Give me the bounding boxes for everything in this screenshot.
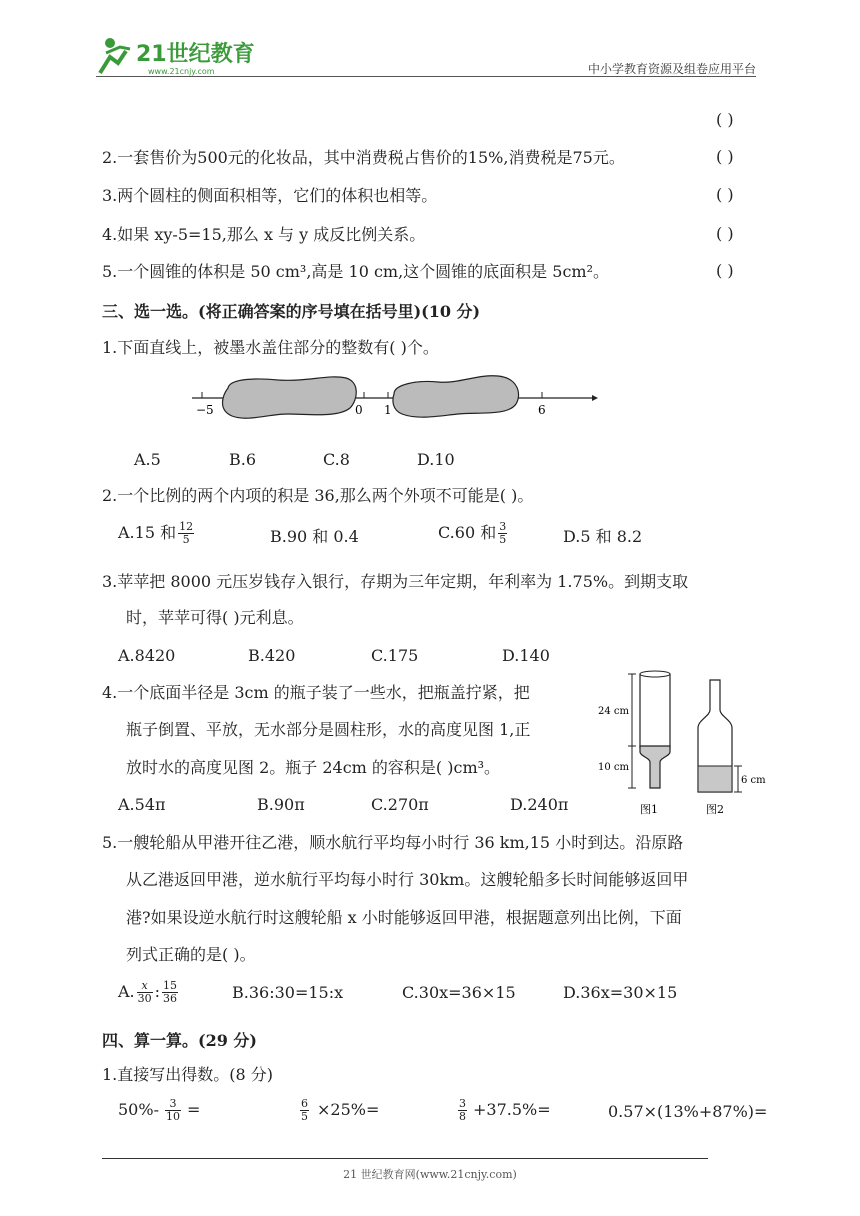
footer-divider <box>102 1158 708 1159</box>
q2-a-prefix: A.15 和 <box>118 523 177 542</box>
calc1-suffix: = <box>186 1100 201 1119</box>
q4-option-a[interactable]: A.54π <box>118 795 166 814</box>
q4-option-d[interactable]: D.240π <box>510 795 569 814</box>
calc-expr-1 <box>118 1098 200 1123</box>
q2-c-num: 3 <box>499 520 507 533</box>
q4-option-c[interactable]: C.270π <box>371 795 429 814</box>
fig1-body <box>640 674 670 748</box>
q5-line2: 从乙港返回甲港，逆水航行平均每小时行 30km。这艘轮船多长时间能够返回甲 <box>126 870 689 889</box>
section4-q1-title: 1.直接写出得数。(8 分) <box>102 1065 274 1084</box>
judge-paren-5: ( ) <box>716 261 734 280</box>
q3-line1: 3.苹苹把 8000 元压岁钱存入银行，存期为三年定期，年利率为 1.75%。到期支取 <box>102 572 689 591</box>
logo-text: 21世纪教育 <box>136 42 255 67</box>
calc1-prefix: 50%- <box>118 1100 159 1119</box>
q5-a-f2-num: 15 <box>163 979 178 992</box>
q5-a-f1-den: 30 <box>137 992 152 1005</box>
judge-item-5: 5.一个圆锥的体积是 50 cm³,高是 10 cm,这个圆锥的底面积是 5cm²。 <box>102 262 609 281</box>
fig2-label-6: 6 cm <box>741 775 766 786</box>
calc2-num: 6 <box>301 1097 308 1110</box>
q2-a-fraction <box>178 521 194 546</box>
q5-line1: 5.一艘轮船从甲港开往乙港，顺水航行平均每小时行 36 km,15 小时到达。沿原路 <box>102 833 684 852</box>
ink-blot-left <box>223 377 357 418</box>
q5-option-d[interactable]: D.36x=30×15 <box>563 983 678 1002</box>
runner-logo-icon <box>96 33 266 79</box>
q5-option-b[interactable]: B.36:30=15:x <box>232 983 344 1002</box>
q5-line3: 港?如果设逆水航行时这艘轮船 x 小时能够返回甲港，根据题意列出比例，下面 <box>126 908 682 927</box>
q3-option-d[interactable]: D.140 <box>502 646 550 665</box>
q4-line2: 瓶子倒置、平放，无水部分是圆柱形，水的高度见图 1,正 <box>126 720 531 739</box>
fig1-top-ellipse <box>640 671 670 677</box>
q1-option-b[interactable]: B.6 <box>229 450 257 469</box>
calc2-fraction <box>300 1098 309 1123</box>
q2-option-c[interactable] <box>438 520 509 546</box>
q2-c-prefix: C.60 和 <box>438 523 497 542</box>
judge-paren-2: ( ) <box>716 147 734 166</box>
fig2-caption: 图2 <box>706 803 724 816</box>
q2-c-fraction <box>498 521 507 546</box>
q3-line2: 时，苹苹可得( )元利息。 <box>126 608 304 627</box>
q5-option-a[interactable] <box>118 980 180 1005</box>
calc3-num: 3 <box>459 1097 466 1110</box>
calc1-den: 10 <box>165 1110 180 1123</box>
calc2-den: 5 <box>301 1110 308 1123</box>
q5-a-colon: : <box>154 982 161 1001</box>
q4-line1: 4.一个底面半径是 3cm 的瓶子装了一些水，把瓶盖拧紧，把 <box>102 683 530 702</box>
section3-title: 三、选一选。(将正确答案的序号填在括号里)(10 分) <box>102 302 481 321</box>
number-line-figure <box>188 368 600 428</box>
q2-option-b[interactable]: B.90 和 0.4 <box>270 527 359 546</box>
q3-option-b[interactable]: B.420 <box>248 646 296 665</box>
calc-expr-2 <box>298 1098 379 1123</box>
ink-blot-right <box>393 376 519 417</box>
label-neg5: −5 <box>196 403 214 417</box>
calc3-fraction <box>458 1098 467 1123</box>
section4-title: 四、算一算。(29 分) <box>102 1031 257 1050</box>
calc3-suffix: +37.5%= <box>473 1100 551 1119</box>
calc-expr-4: 0.57×(13%+87%)= <box>608 1102 768 1121</box>
fig1-label-24: 24 cm <box>598 706 629 717</box>
calc3-den: 8 <box>459 1110 466 1123</box>
fig1-caption: 图1 <box>640 803 658 816</box>
header-platform-text: 中小学教育资源及组卷应用平台 <box>587 62 756 76</box>
q1-option-c[interactable]: C.8 <box>323 450 350 469</box>
number-line-arrow <box>592 395 598 401</box>
q2-option-d[interactable]: D.5 和 8.2 <box>563 527 643 546</box>
q2-text: 2.一个比例的两个内项的积是 36,那么两个外项不可能是( )。 <box>102 486 534 505</box>
q2-c-den: 5 <box>499 533 507 546</box>
judge-paren-3: ( ) <box>716 185 734 204</box>
judge-item-4: 4.如果 xy-5=15,那么 x 与 y 成反比例关系。 <box>102 225 426 244</box>
q5-a-fraction-1 <box>137 980 153 1005</box>
bottle-figure <box>598 670 770 820</box>
q2-a-den: 5 <box>182 533 190 546</box>
q4-option-b[interactable]: B.90π <box>257 795 305 814</box>
fig1-label-10: 10 cm <box>598 762 629 773</box>
judge-paren-4: ( ) <box>716 224 734 243</box>
q1-text: 1.下面直线上，被墨水盖住部分的整数有( )个。 <box>102 338 439 357</box>
q5-a-f2-den: 36 <box>163 992 178 1005</box>
header-divider <box>96 76 756 77</box>
q1-option-a[interactable]: A.5 <box>134 450 161 469</box>
label-6: 6 <box>538 403 546 417</box>
logo-url: www.21cnjy.com <box>148 67 215 76</box>
footer-text[interactable]: 21 世纪教育网(www.21cnjy.com) <box>343 1168 517 1181</box>
q4-line3: 放时水的高度见图 2。瓶子 24cm 的容积是( )cm³。 <box>126 758 501 777</box>
judge-item-3: 3.两个圆柱的侧面积相等，它们的体积也相等。 <box>102 186 438 205</box>
calc1-fraction <box>165 1098 181 1123</box>
fig1-water <box>640 746 670 788</box>
label-0: 0 <box>355 403 363 417</box>
q5-a-fraction-2 <box>162 980 178 1005</box>
q5-a-prefix: A. <box>118 982 135 1001</box>
judge-item-2: 2.一套售价为500元的化妆品，其中消费税占售价的15%,消费税是75元。 <box>102 148 625 167</box>
calc-expr-3 <box>456 1098 551 1123</box>
q5-option-c[interactable]: C.30x=36×15 <box>402 983 516 1002</box>
q2-option-a[interactable] <box>118 520 196 546</box>
fig2-water <box>698 766 732 792</box>
calc2-suffix: ×25%= <box>317 1100 380 1119</box>
q3-option-c[interactable]: C.175 <box>371 646 419 665</box>
q2-a-num: 12 <box>179 520 194 533</box>
judge-paren-1: ( ) <box>716 110 734 129</box>
q5-line4: 列式正确的是( )。 <box>126 945 256 964</box>
q3-option-a[interactable]: A.8420 <box>118 646 176 665</box>
q1-option-d[interactable]: D.10 <box>417 450 455 469</box>
q5-a-f1-num: x <box>137 980 153 993</box>
calc1-num: 3 <box>165 1098 181 1111</box>
label-1: 1 <box>384 403 392 417</box>
